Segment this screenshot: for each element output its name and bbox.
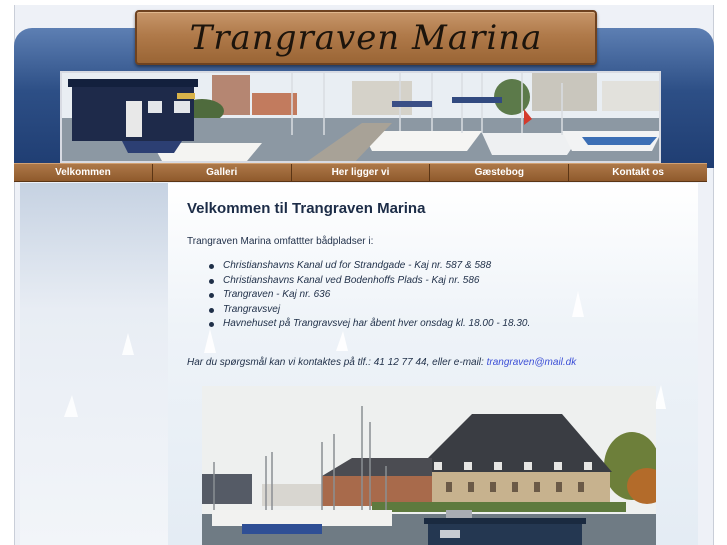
main-navigation bbox=[14, 163, 707, 182]
site-title: Trangraven Marina bbox=[189, 17, 543, 58]
page-heading: Velkommen til Trangraven Marina bbox=[187, 200, 426, 217]
nav-item-kontakt-os[interactable]: Kontakt os bbox=[612, 167, 664, 178]
nav-item-galleri[interactable]: Galleri bbox=[153, 164, 292, 181]
list-item: Trangravsvej bbox=[209, 304, 530, 319]
marina-photo bbox=[202, 386, 656, 545]
site-title-plaque bbox=[135, 10, 597, 65]
list-item: Christianshavns Kanal ud for Strandgade - Kaj nr. 587 & 588 bbox=[209, 260, 530, 275]
nav-item-gaestebog[interactable]: Gæstebog bbox=[430, 164, 569, 181]
list-item: Christianshavns Kanal ved Bodenhoffs Plads - Kaj nr. 586 bbox=[209, 275, 530, 290]
sailboat-watermark bbox=[20, 183, 168, 545]
marina-banner-photo bbox=[60, 71, 661, 163]
contact-text bbox=[187, 357, 576, 368]
location-list bbox=[209, 260, 530, 333]
left-sidebar bbox=[20, 183, 168, 545]
email-link[interactable]: trangraven@mail.dk bbox=[486, 357, 577, 368]
intro-text: Trangraven Marina omfattter bådpladser i: bbox=[187, 236, 374, 247]
nav-item-velkommen[interactable]: Velkommen bbox=[14, 164, 153, 181]
nav-item-her-ligger-vi[interactable]: Her ligger vi bbox=[292, 164, 431, 181]
list-item: Havnehuset på Trangravsvej har åbent hver onsdag kl. 18.00 - 18.30. bbox=[209, 318, 530, 333]
contact-label: Har du spørgsmål kan vi kontaktes på tlf.: 41 12 77 44, eller e-mail: bbox=[187, 357, 487, 368]
harbour-illustration bbox=[202, 386, 656, 545]
list-item: Trangraven - Kaj nr. 636 bbox=[209, 289, 530, 304]
banner-illustration bbox=[62, 73, 661, 163]
